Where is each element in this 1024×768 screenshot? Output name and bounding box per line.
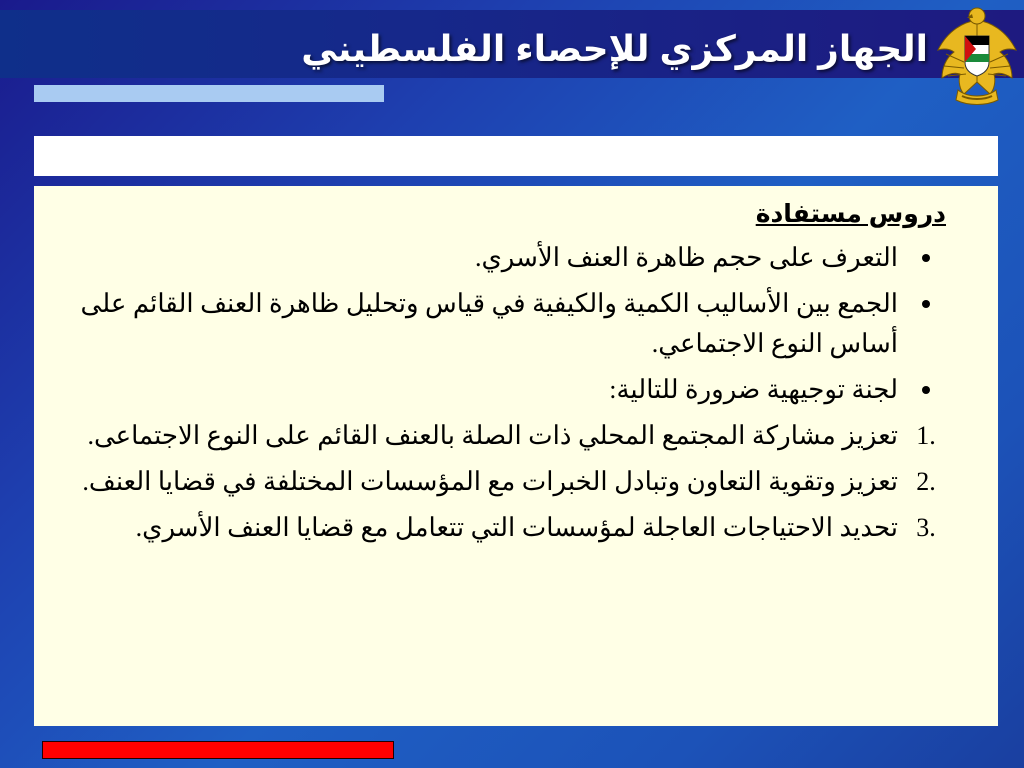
section-heading: دروس مستفادة [755, 200, 946, 228]
numbered-text: تعزيز وتقوية التعاون وتبادل الخبرات مع المؤسسات المختلفة في قضايا العنف. [82, 467, 898, 496]
slide-title: الجهاز المركزي للإحصاء الفلسطيني [301, 28, 928, 69]
numbered-text: تعزيز مشاركة المجتمع المحلي ذات الصلة بالعنف القائم على النوع الاجتماعى. [87, 421, 898, 450]
numbered-item [74, 416, 946, 456]
number-marker: 1. [916, 421, 936, 450]
number-marker: 3. [916, 513, 936, 542]
bullet-marker [906, 370, 946, 410]
title-bar [0, 10, 1024, 78]
bullet-text: الجمع بين الأساليب الكمية والكيفية في قياس وتحليل ظاهرة العنف القائم على أساس النوع الاجتماعي. [80, 289, 898, 358]
numbered-text: تحديد الاحتياجات العاجلة لمؤسسات التي تتعامل مع قضايا العنف الأسري. [135, 513, 898, 542]
palestine-eagle-emblem-icon [934, 2, 1020, 110]
bullet-marker [906, 238, 946, 278]
bullet-marker [906, 284, 946, 324]
bullet-item [74, 370, 946, 410]
numbered-item [74, 508, 946, 548]
subtitle-band [34, 136, 998, 176]
numbered-item [74, 462, 946, 502]
number-marker: 2. [916, 467, 936, 496]
content-panel [34, 186, 998, 726]
bullet-text: لجنة توجيهية ضرورة للتالية: [609, 375, 898, 404]
bullet-text: التعرف على حجم ظاهرة العنف الأسري. [474, 243, 898, 272]
bullet-item [74, 284, 946, 364]
accent-strip [34, 85, 384, 102]
bullet-item [74, 238, 946, 278]
bottom-accent-bar [42, 741, 394, 759]
